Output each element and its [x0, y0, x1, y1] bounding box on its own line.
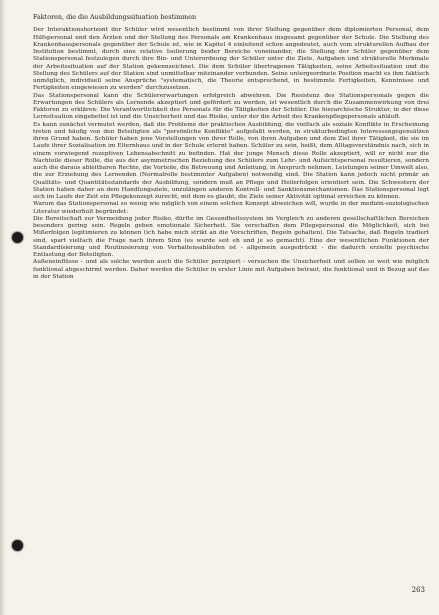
- paragraph-5: Die Bereitschaft zur Vermeidung jeder Risiko, dürfte im Gesundheitssystem im Vergleich zu anderen gesellschaftlichen Bereichen besonders gering sein. Regeln geben emotionale Sicherheit. Sie verschaffen dem Pflegepersonal die Möglichkeit, sich bei Mißerfolgen legitimieren zu können (ich habe mich strikt an die Vorschriften, Regeln gehalten). Die Tatsache, daß Regeln tradiert sind, spart vielfach die Frage nach ihrem Sinn (es wurde seit eh und je so gemacht). Eine der wesentlichen Funktionen der Standardisierung und Routinisierung von Verhaltensabläufen ist - allgemein ausgedrückt - die dadurch erzielte psychische Entlastung der Beteiligten.: [33, 215, 429, 258]
- paragraph-2: Das Stationspersonal kann die Schülererwartungen erfolgreich abwehren. Die Resistenz des Stationspersonals gegen die Erwartungen des Schülers als Lernende akzeptiert und gefördert zu werden, ist wesentlich durch die Zusammenwirkung von drei Faktoren zu erklären: Die Verantwortlichkeit des Personals für die Tätigkeiten der Schüler. Die hierarchische Struktur, in der diese Lernsituation eingebettet ist und die Unsicherheit und das Risiko, unter der die Arbeit des Krankenpflegepersonals abläuft.: [33, 92, 429, 121]
- document-body: [33, 14, 429, 281]
- punch-hole-upper: [12, 232, 23, 243]
- paragraph-4: Warum das Stationspersonal so wenig wie möglich von einem solchen Konzept abweichen will, wurde in der medizin-soziologischen Literatur wiederholt begründet:: [33, 201, 429, 215]
- page-number: 263: [411, 586, 425, 594]
- paragraph-6: Außeneinflüsse - und als solche werden auch die Schüler perzipiert - versuchen die Unsicherheit und sollen so weit wie möglich funktional abgeschirmt werden. Daher werden die Schüler in erster Linie mit Aufgaben betraut, die funktional und in Bezug auf das in der Station: [33, 259, 429, 280]
- paragraph-3: Es kann zunächst vermutet werden, daß die Probleme der praktischen Ausbildung, die vielfach als soziale Konflikte in Erscheinung treten und häufig von den Beteiligten als "persönliche Konflikte" aufgefaßt werden, in strukturbedingten Interessengegensätzen ihren Grund haben. Schüler haben jene Vorstellungen von ihrer Rolle, von ihren Aufgaben und dem Ziel ihrer Tätigkeit, die sie im Laufe ihrer Sozialisation im Elternhaus und in der Schule erlernt haben. Schüler zu sein, heißt, dem Alltagsverständnis nach, sich in einem vorwiegend rezeptiven Lebensabschnitt zu befinden. Hat der junge Mensch diese Rolle akzeptiert, will er nicht nur die Nachteile dieser Rolle, die aus der asymmetrischen Beziehung des Schülers zum Lehr- und Aufsichtspersonal resultieren, sondern auch die daraus ableitbaren Rechte, die Vorteile, die Betreuung und Anleitung, in Anspruch nehmen, Leistungen seiner Umwelt also, die zur Erziehung des Lernenden (Normalrolle bestimmter Aufgaben) notwendig sind. Die Station kann jedoch nicht primär an Qualitäts- und Quantitätsstandards der Ausbildung, sondern muß an Pflege und Heilerfolgen orientiert sein. Die Schwestern der Station haben daher an dem Handlungsziele, unzulängen anderen Kontroll- und Sanktionsmechanismen. Das Stationspersonal legt sich im Laufe der Zeit ein Pflegekonzept zurecht, mit dem es glaubt, die Ziele seiner Aktivität optimal erreichen zu können.: [33, 121, 429, 200]
- punch-hole-lower: [12, 540, 23, 551]
- paragraph-1: Der Interaktionshorizont der Schüler wird wesentlich bestimmt von ihrer Stellung gegenüber dem diplomierten Personal, dem Hilfspersonal und den Ärzten und der Stellung des Personals am Krankenhaus insgesamt gegenüber der Schule. Die Stellung des Krankenhauspersonals gegenüber der Schule ist, wie in Kapitel 4 einleitend schon angedeutet, auch vom strukturellen Aufbau der Institution bestimmt, durch eine relative Isolierung beider Bereiche voneinander, die Stellung der Schüler gegenüber dem Stationspersonal festzulegen durch ihre Bin- und Unterordnung der Schüler unter die Ziele, Aufgaben und strukturelle Merkmale der Arbeitssituation auf der Station gekennzeichnet. Die dem Schüler übertragenen Tätigkeiten, seine Arbeitssituation und die Stellung des Schülers auf der Station sind unmittelbar miteinander verbunden. Seine untergeordnete Position macht es ihm faktisch unmöglich, individuell seine Ansprüche "systematisch, die Theorie entsprechend, in bestimmte Fertigkeiten, Kenntnisse und Fertigkeiten eingewiesen zu werden" durchzusetzen.: [33, 27, 429, 92]
- section-heading: Faktoren, die die Ausbildungssituation bestimmen: [33, 13, 197, 21]
- page-edge-shadow: [0, 0, 6, 615]
